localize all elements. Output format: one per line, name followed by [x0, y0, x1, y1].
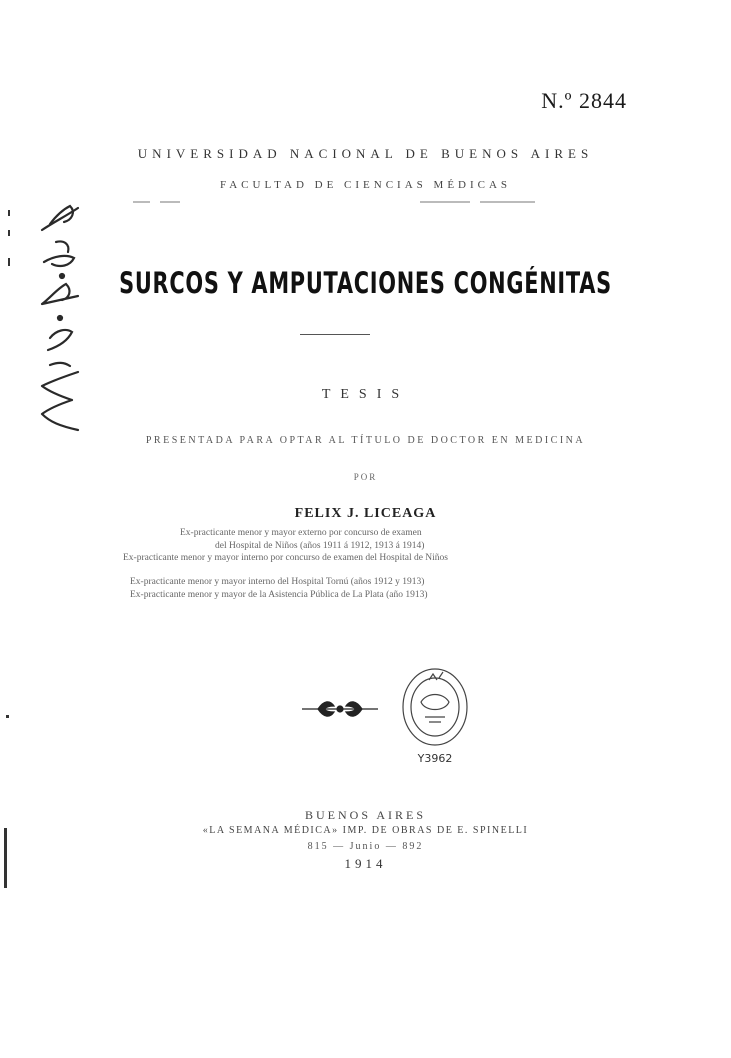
title-rule	[300, 334, 370, 335]
author-credential: Ex-practicante menor y mayor interno por concurso de examen del Hospital de Niños	[123, 553, 449, 563]
margin-marks	[0, 210, 20, 910]
tesis-label: TESIS	[321, 387, 410, 402]
imprint-date: 815 — Junio — 892	[307, 841, 424, 852]
header-dashed-rule	[0, 198, 731, 206]
author-credential: Ex-practicante menor y mayor interno del Hospital Tornú (años 1912 y 1913)	[130, 577, 425, 587]
imprint-printer: «LA SEMANA MÉDICA» IMP. DE OBRAS DE E. SPINELLI	[202, 825, 529, 836]
author-credential: Ex-practicante menor y mayor externo por concurso de examen	[180, 528, 422, 538]
handwritten-annotation	[20, 200, 90, 460]
university-name: UNIVERSIDAD NACIONAL DE BUENOS AIRES	[137, 146, 594, 161]
stamp-number: Y3962	[417, 752, 453, 765]
imprint-city: BUENOS AIRES	[304, 808, 426, 822]
faculty-name: FACULTAD DE CIENCIAS MÉDICAS	[219, 179, 512, 191]
author-credential: del Hospital de Niños (años 1911 á 1912, 1913 á 1914)	[215, 541, 425, 551]
thesis-subtitle: PRESENTADA PARA OPTAR AL TÍTULO DE DOCTOR EN MEDICINA	[145, 435, 586, 446]
by-label: POR	[353, 472, 378, 482]
author-name: FELIX J. LICEAGA	[294, 506, 437, 521]
thesis-title: SURCOS Y AMPUTACIONES CONGÉNITAS	[119, 266, 612, 300]
author-credential: Ex-practicante menor y mayor de la Asistencia Pública de La Plata (año 1913)	[130, 590, 428, 600]
fleuron-ornament	[300, 696, 380, 722]
document-number: N.º 2844	[541, 88, 627, 113]
imprint-year: 1914	[344, 856, 387, 871]
library-stamp	[395, 662, 475, 772]
